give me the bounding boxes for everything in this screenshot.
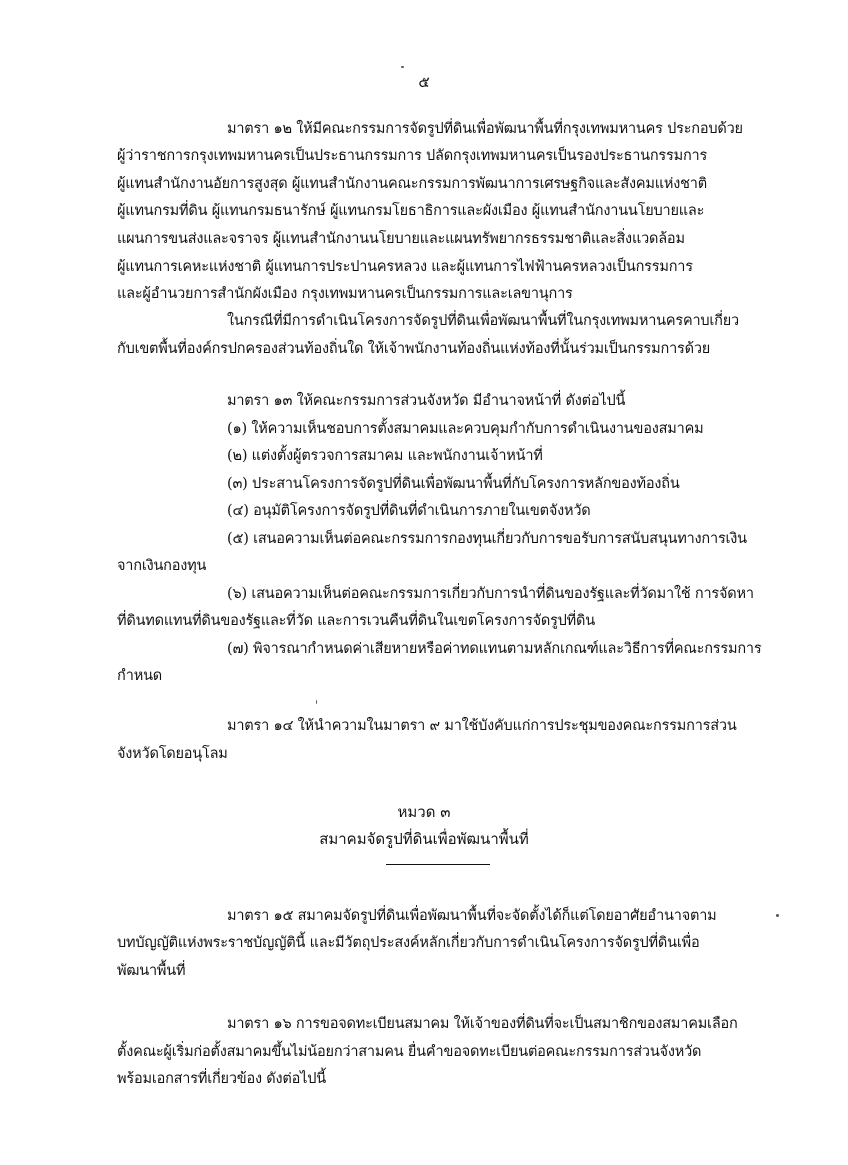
scan-speck xyxy=(316,700,317,704)
section-13-item-7: (๗) พิจารณากำหนดค่าเสียหายหรือค่าทดแทนตามหลักเกณฑ์และวิธีการที่คณะกรรมการ xyxy=(227,641,762,657)
section-12-line-5: แผนการขนส่งและจราจร ผู้แทนสำนักงานนโยบายและแผนทรัพยากรธรรมชาติและสิ่งแวดล้อม xyxy=(117,231,685,247)
section-15-line-3: พัฒนาพื้นที่ xyxy=(117,963,186,979)
section-12-line-2: ผู้ว่าราชการกรุงเทพมหานครเป็นประธานกรรมการ ปลัดกรุงเทพมหานครเป็นรองประธานกรรมการ xyxy=(117,148,708,164)
section-12-line-6: ผู้แทนการเคหะแห่งชาติ ผู้แทนการประปานครหลวง และผู้แทนการไฟฟ้านครหลวงเป็นกรรมการ xyxy=(117,259,693,275)
section-13-item-6: (๖) เสนอความเห็นต่อคณะกรรมการเกี่ยวกับการนำที่ดินของรัฐและที่วัดมาใช้ การจัดหา xyxy=(227,586,754,602)
page-number: ๕ xyxy=(418,73,430,91)
section-14-line-2: จังหวัดโดยอนุโลม xyxy=(117,746,228,762)
section-13-item-1: (๑) ให้ความเห็นชอบการตั้งสมาคมและควบคุมกำกับการดำเนินงานของสมาคม xyxy=(227,421,704,437)
section-12-line-1: มาตรา ๑๒ ให้มีคณะกรรมการจัดรูปที่ดินเพื่อพัฒนาพื้นที่กรุงเทพมหานคร ประกอบด้วย xyxy=(227,121,743,137)
section-12-line-7: และผู้อำนวยการสำนักผังเมือง กรุงเทพมหานครเป็นกรรมการและเลขานุการ xyxy=(117,286,573,302)
section-13-item-5-cont: จากเงินกองทุน xyxy=(117,558,207,574)
section-12-line-4: ผู้แทนกรมที่ดิน ผู้แทนกรมธนารักษ์ ผู้แทนกรมโยธาธิการและผังเมือง ผู้แทนสำนักงานนโยบายและ xyxy=(117,203,705,219)
section-16-line-1: มาตรา ๑๖ การขอจดทะเบียนสมาคม ให้เจ้าของที่ดินที่จะเป็นสมาชิกของสมาคมเลือก xyxy=(227,1016,738,1032)
section-13-item-3: (๓) ประสานโครงการจัดรูปที่ดินเพื่อพัฒนาพื้นที่กับโครงการหลักของท้องถิ่น xyxy=(227,476,680,492)
section-15-line-1: มาตรา ๑๕ สมาคมจัดรูปที่ดินเพื่อพัฒนาพื้นที่จะจัดตั้งได้ก็แต่โดยอาศัยอำนาจตาม xyxy=(227,908,717,924)
chapter-divider xyxy=(386,864,490,865)
section-13-item-5: (๕) เสนอความเห็นต่อคณะกรรมการกองทุนเกี่ยวกับการขอรับการสนับสนุนทางการเงิน xyxy=(227,531,747,547)
section-16-line-2: ตั้งคณะผู้เริ่มก่อตั้งสมาคมขึ้นไม่น้อยกว่าสามคน ยื่นคำขอจดทะเบียนต่อคณะกรรมการส่วนจังหวัด xyxy=(117,1044,702,1060)
chapter-title: สมาคมจัดรูปที่ดินเพื่อพัฒนาพื้นที่ xyxy=(319,830,529,848)
section-13-item-7-cont: กำหนด xyxy=(117,668,163,684)
section-13-intro: มาตรา ๑๓ ให้คณะกรรมการส่วนจังหวัด มีอำนาจหน้าที่ ดังต่อไปนี้ xyxy=(227,393,626,409)
section-14-line-1: มาตรา ๑๔ ให้นำความในมาตรา ๙ มาใช้บังคับแก่การประชุมของคณะกรรมการส่วน xyxy=(227,718,737,734)
scan-speck xyxy=(401,66,404,68)
section-12-para2-line-2: กับเขตพื้นที่องค์กรปกครองส่วนท้องถิ่นใด ให้เจ้าพนักงานท้องถิ่นแห่งท้องที่นั้นร่วมเป็นกรรมการด้วย xyxy=(117,341,711,357)
scan-speck xyxy=(776,914,779,917)
section-16-line-3: พร้อมเอกสารที่เกี่ยวข้อง ดังต่อไปนี้ xyxy=(117,1071,326,1087)
section-13-item-4: (๔) อนุมัติโครงการจัดรูปที่ดินที่ดำเนินการภายในเขตจังหวัด xyxy=(227,503,591,519)
section-15-line-2: บทบัญญัติแห่งพระราชบัญญัตินี้ และมีวัตถุประสงค์หลักเกี่ยวกับการดำเนินโครงการจัดรูปที่ดินเพื่อ xyxy=(117,935,700,951)
section-12-para2-line-1: ในกรณีที่มีการดำเนินโครงการจัดรูปที่ดินเพื่อพัฒนาพื้นที่ในกรุงเทพมหานครคาบเกี่ยว xyxy=(227,313,739,329)
section-12-line-3: ผู้แทนสำนักงานอัยการสูงสุด ผู้แทนสำนักงานคณะกรรมการพัฒนาการเศรษฐกิจและสังคมแห่งชาติ xyxy=(117,176,707,192)
section-13-item-6-cont: ที่ดินทดแทนที่ดินของรัฐและที่วัด และการเวนคืนที่ดินในเขตโครงการจัดรูปที่ดิน xyxy=(117,613,595,629)
chapter-label: หมวด ๓ xyxy=(397,803,451,821)
section-13-item-2: (๒) แต่งตั้งผู้ตรวจการสมาคม และพนักงานเจ้าหน้าที่ xyxy=(227,448,543,464)
